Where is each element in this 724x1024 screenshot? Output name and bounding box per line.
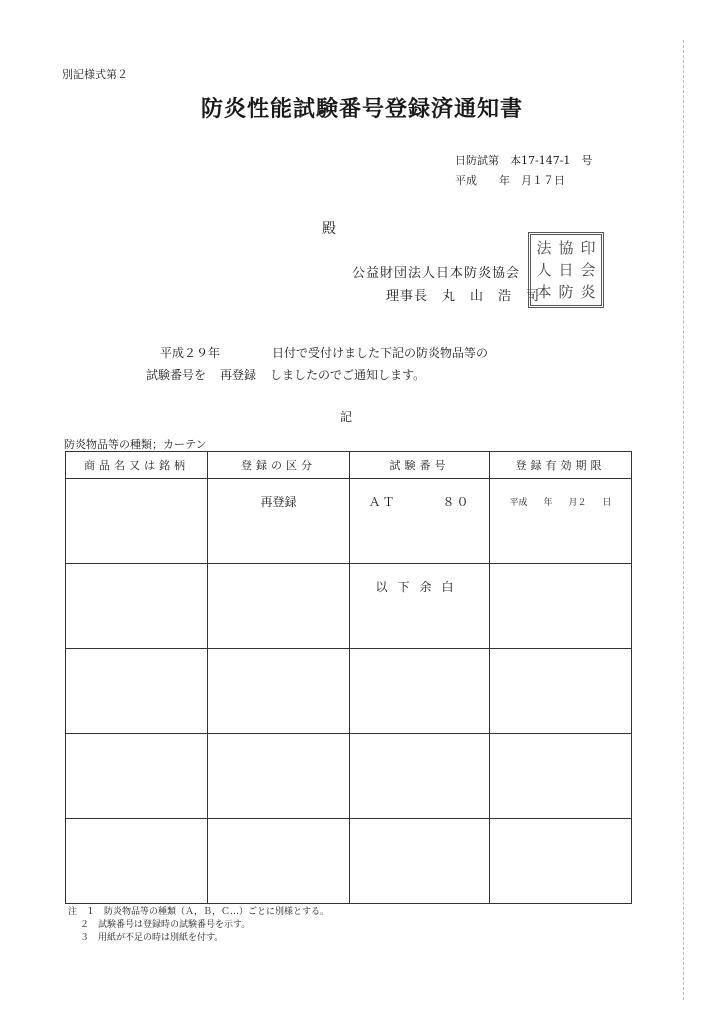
cell-empty — [490, 819, 632, 904]
registration-table — [65, 451, 632, 904]
cell-empty — [208, 819, 350, 904]
notice-body-line-2 — [146, 366, 425, 383]
table-row — [66, 649, 632, 734]
cell-empty — [350, 819, 490, 904]
seal-char: 協 — [558, 239, 574, 257]
cell-empty — [66, 819, 208, 904]
cell-empty — [490, 649, 632, 734]
notice-lead: 試験番号を — [146, 368, 207, 382]
receipt-text: 日付で受付けました下記の防炎物品等の — [272, 346, 489, 360]
expiry-value — [509, 498, 611, 508]
seal-char: 日 — [558, 261, 574, 279]
cell-empty — [490, 564, 632, 649]
document-title: 防炎性能試験番号登録済通知書 — [200, 96, 523, 122]
notice-body-line-1 — [160, 344, 488, 361]
form-label: 別記様式第２ — [62, 68, 128, 81]
header-test-number: 試験番号 — [350, 452, 490, 479]
cell-empty — [350, 649, 490, 734]
test-number-prefix: ＡＴ — [368, 494, 397, 509]
issuer-chairman: 理事長 丸 山 浩 司 — [386, 289, 541, 304]
footnote-1: 注 １ 防炎物品等の種類（Ａ，Ｂ，Ｃ…）ごとに別様とする。 — [68, 907, 330, 917]
cell-product-name — [66, 479, 208, 564]
seal-char: 人 — [536, 261, 552, 279]
cell-empty — [66, 564, 208, 649]
addressee-honorific: 殿 — [322, 221, 336, 237]
receipt-year: 平成２９年 — [160, 346, 221, 360]
expiry-era: 平成 — [509, 498, 528, 508]
expiry-day: 日 — [602, 498, 612, 508]
header-expiry: 登録有効期限 — [490, 452, 632, 479]
footnotes — [68, 906, 329, 945]
issuer-organization: 公益財団法人日本防炎協会 — [352, 266, 521, 281]
footnote-2: ２ 試験番号は登録時の試験番号を示す。 — [80, 920, 251, 930]
cell-registration-category — [208, 479, 350, 564]
test-number-suffix: ８０ — [442, 494, 471, 509]
expiry-month: 月２ — [568, 498, 587, 508]
cell-empty — [350, 734, 490, 819]
cell-empty — [490, 734, 632, 819]
cell-empty — [208, 734, 350, 819]
cell-remainder — [350, 564, 490, 649]
header-product-name: 商品名又は銘柄 — [66, 452, 208, 479]
ki-heading: 記 — [340, 410, 353, 424]
header-registration-category: 登録の区分 — [208, 452, 350, 479]
seal-char: 会 — [580, 261, 596, 279]
cell-test-number — [350, 479, 490, 564]
table-row — [66, 564, 632, 649]
cell-empty — [66, 734, 208, 819]
table-row — [66, 819, 632, 904]
remainder-blank-text: 以下余白 — [375, 579, 464, 594]
table-row — [66, 479, 632, 564]
cell-expiry — [490, 479, 632, 564]
registration-category-value: 再登録 — [260, 494, 297, 509]
cell-empty — [208, 649, 350, 734]
notice-tail: しましたのでご通知します。 — [270, 368, 426, 382]
notice-action: 再登録 — [220, 368, 257, 382]
product-kind-label: 防炎物品等の種類；カーテン — [64, 438, 207, 451]
expiry-year: 年 — [543, 498, 553, 508]
reference-number: 日防試第 本17-147-1 号 — [455, 154, 593, 167]
test-number-value — [368, 495, 470, 509]
table-row — [66, 734, 632, 819]
cell-empty — [66, 649, 208, 734]
page-edge-line — [683, 40, 684, 1000]
seal-char: 印 — [580, 239, 596, 257]
footnote-3: ３ 用紙が不足の時は別紙を付す。 — [80, 933, 224, 943]
table-header-row — [66, 452, 632, 479]
seal-char: 防 — [558, 283, 574, 301]
cell-empty — [208, 564, 350, 649]
official-seal — [528, 232, 604, 308]
seal-char: 本 — [536, 283, 552, 301]
issue-date: 平成 年 月１７日 — [455, 174, 565, 187]
seal-char: 炎 — [580, 283, 596, 301]
seal-char: 法 — [536, 239, 552, 257]
